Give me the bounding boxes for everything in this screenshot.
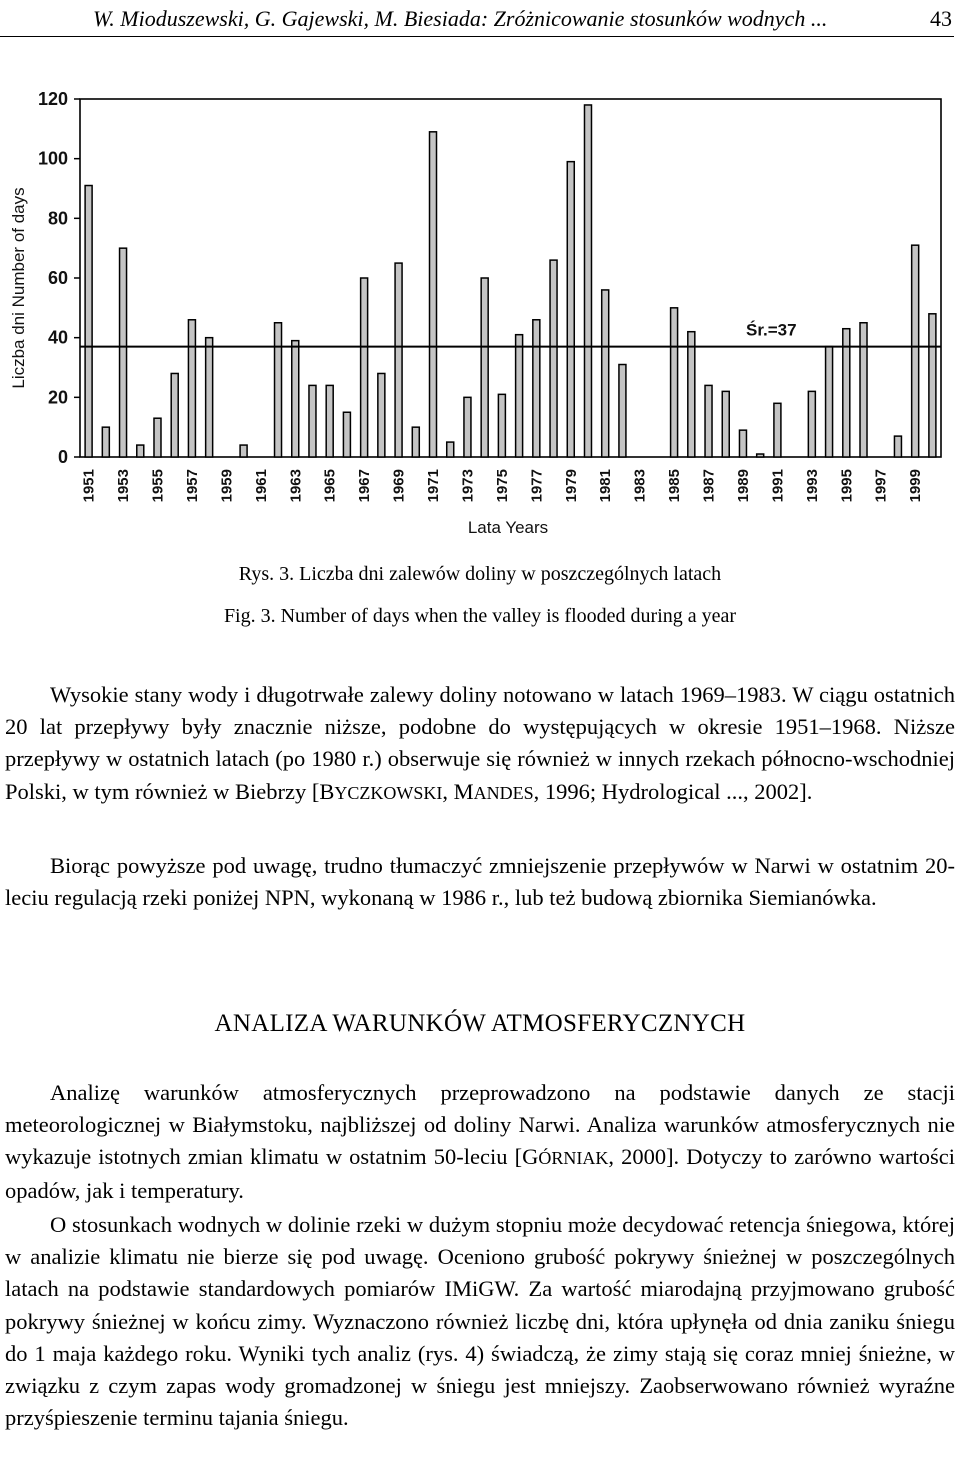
bar bbox=[188, 320, 195, 457]
bar bbox=[739, 430, 746, 457]
x-tick-label: 1987 bbox=[700, 469, 718, 503]
paragraph-4: O stosunkach wodnych w dolinie rzeki w dużym stopniu może decydować retencja śniegowa, której w analizie klimatu nie bierze się pod uwagę. Oceniono grubość pokrywy śnieżnej w poszczególnych latach na podstawie standardowych pomiarów IMiGW. Za wartość miarodajną przyjmowano grubość pokrywy śnieżnej w końcu zimy. Wyznaczono również liczbę dni, która upłynęła od dnia zaniku śniegu do 1 maja każdego roku. Wyniki tych analiz (rys. 4) świadczą, że zimy stają się coraz mniej śnieżne, w związku z czym zapas wody gromadzonej w śniegu jest mniejszy. Zaobserwowano również wyraźne przyśpieszenie terminu tajania śniegu. bbox=[5, 1212, 955, 1431]
figure-caption-en: Fig. 3. Number of days when the valley is flooded during a year bbox=[223, 605, 737, 627]
bar bbox=[85, 186, 92, 457]
x-tick-label: 1977 bbox=[528, 469, 546, 503]
bar bbox=[671, 308, 678, 457]
bar bbox=[498, 394, 505, 457]
bar bbox=[757, 454, 764, 457]
x-tick-label: 1971 bbox=[425, 469, 443, 503]
bar bbox=[602, 290, 609, 457]
x-tick-label: 1957 bbox=[183, 469, 201, 503]
mean-label: Śr.=37 bbox=[746, 320, 797, 340]
citation-gorniak-initial: G bbox=[522, 1144, 539, 1170]
x-tick-label: 1997 bbox=[872, 469, 890, 503]
bar bbox=[550, 260, 557, 457]
bar bbox=[808, 391, 815, 457]
citation-mandes-rest: ANDES bbox=[473, 782, 534, 803]
y-tick-label: 100 bbox=[37, 148, 68, 169]
x-tick-label: 1965 bbox=[321, 469, 339, 503]
x-tick-label: 1991 bbox=[769, 469, 787, 503]
figure-caption-pl: Rys. 3. Liczba dni zalewów doliny w poszczególnych latach bbox=[238, 563, 722, 585]
x-tick-label: 1993 bbox=[803, 469, 821, 503]
y-tick-label: 120 bbox=[37, 89, 68, 109]
x-tick-label: 1961 bbox=[252, 469, 270, 503]
x-axis-title: Lata Years bbox=[467, 518, 549, 537]
running-title: W. Mioduszewski, G. Gajewski, M. Biesiada: Zróżnicowanie stosunków wodnych ... bbox=[93, 6, 828, 31]
x-tick-label: 1953 bbox=[115, 469, 133, 503]
x-tick-label: 1983 bbox=[631, 469, 649, 503]
bar bbox=[722, 391, 729, 457]
paragraph-1 bbox=[5, 679, 955, 809]
x-tick-label: 1985 bbox=[666, 469, 684, 503]
page-number: 43 bbox=[930, 6, 952, 31]
x-tick-label: 1951 bbox=[80, 469, 98, 503]
x-tick-label: 1989 bbox=[734, 469, 752, 503]
x-tick-label: 1963 bbox=[287, 469, 305, 503]
bar bbox=[326, 385, 333, 457]
x-tick-label: 1967 bbox=[356, 469, 374, 503]
x-tick-label: 1969 bbox=[390, 469, 408, 503]
paragraph-1-text-a: Wysokie stany wody i długotrwałe zalewy doliny notowano w latach 1969–1983. W ciągu ostatnich 20 lat przepływy były znacznie niższe, podobne do występujących w okresie 1951–1968. Niższe przepływy w ostatnich latach (po 1980 r.) obserwuje się również w innych rzekach północno-wschodniej Polski, w tym również w Biebrzy [ bbox=[5, 682, 955, 804]
citation-separator: , bbox=[442, 778, 454, 804]
citation-byczkowski-initial: B bbox=[319, 778, 335, 804]
bar bbox=[826, 347, 833, 457]
bar bbox=[894, 436, 901, 457]
paragraph-3 bbox=[5, 1077, 955, 1207]
y-tick-label: 20 bbox=[47, 387, 68, 408]
bar bbox=[292, 341, 299, 457]
bar bbox=[705, 385, 712, 457]
bar bbox=[430, 132, 437, 457]
bar bbox=[378, 373, 385, 457]
x-tick-label: 1995 bbox=[838, 469, 856, 503]
bar bbox=[120, 248, 127, 457]
bar bbox=[584, 105, 591, 457]
citation-mandes-initial: M bbox=[453, 778, 474, 804]
citation-gorniak-rest: ÓRNIAK bbox=[538, 1148, 609, 1169]
y-tick-label: 40 bbox=[47, 327, 68, 348]
y-tick-label: 80 bbox=[47, 208, 68, 229]
bar bbox=[860, 323, 867, 457]
bar bbox=[912, 245, 919, 457]
bar bbox=[774, 403, 781, 457]
paragraph-1-text-b: , 1996; Hydrological ..., 2002]. bbox=[533, 778, 813, 804]
bar bbox=[516, 335, 523, 457]
bar bbox=[464, 397, 471, 457]
running-header bbox=[0, 6, 954, 37]
bar bbox=[843, 329, 850, 457]
y-axis-title: Liczba dni Number of days bbox=[9, 187, 28, 389]
y-tick-label: 0 bbox=[57, 447, 68, 467]
bar bbox=[929, 314, 936, 457]
bar bbox=[533, 320, 540, 457]
bar bbox=[240, 445, 247, 457]
y-tick-label: 60 bbox=[47, 268, 68, 288]
x-tick-label: 1973 bbox=[459, 469, 477, 503]
bar bbox=[619, 365, 626, 457]
bar bbox=[447, 442, 454, 457]
x-tick-label: 1975 bbox=[493, 469, 511, 503]
paragraph-3-text-a: Analizę warunków atmosferycznych przeprowadzono na podstawie danych ze stacji meteorologicznej w Białymstoku, najbliższej od doliny Narwi. Analiza warunków atmosferycznych nie wykazuje istotnych zmian klimatu w ostatnim 50-leciu [ bbox=[5, 1080, 955, 1170]
paragraph-2: Biorąc powyższe pod uwagę, trudno tłumaczyć zmniejszenie przepływów w Narwi w ostatnim 20-leciu regulacją rzeki poniżej NPN, wykonaną w 1986 r., lub też budową zbiornika Siemianówka. bbox=[5, 853, 955, 911]
bar bbox=[309, 385, 316, 457]
x-tick-label: 1955 bbox=[149, 469, 167, 503]
x-tick-label: 1959 bbox=[218, 469, 236, 503]
bar bbox=[481, 278, 488, 457]
x-tick-label: 1999 bbox=[907, 469, 925, 503]
bar bbox=[154, 418, 161, 457]
x-tick-label: 1981 bbox=[597, 469, 615, 503]
bar bbox=[361, 278, 368, 457]
section-heading: ANALIZA WARUNKÓW ATMOSFERYCZNYCH bbox=[214, 1010, 746, 1037]
citation-byczkowski-rest: YCZKOWSKI bbox=[334, 782, 443, 803]
bar bbox=[412, 427, 419, 457]
bar bbox=[275, 323, 282, 457]
bar bbox=[343, 412, 350, 457]
bar bbox=[688, 332, 695, 457]
bar bbox=[567, 162, 574, 457]
bar bbox=[171, 373, 178, 457]
bar bbox=[206, 338, 213, 457]
flood-days-bar-chart bbox=[0, 80, 960, 545]
paragraph-3-text-b: , 2000]. Dotyczy to zarówno wartości opadów, jak i temperatury. bbox=[5, 1144, 955, 1203]
bar bbox=[395, 263, 402, 457]
bar bbox=[137, 445, 144, 457]
bar bbox=[102, 427, 109, 457]
x-tick-label: 1979 bbox=[562, 469, 580, 503]
